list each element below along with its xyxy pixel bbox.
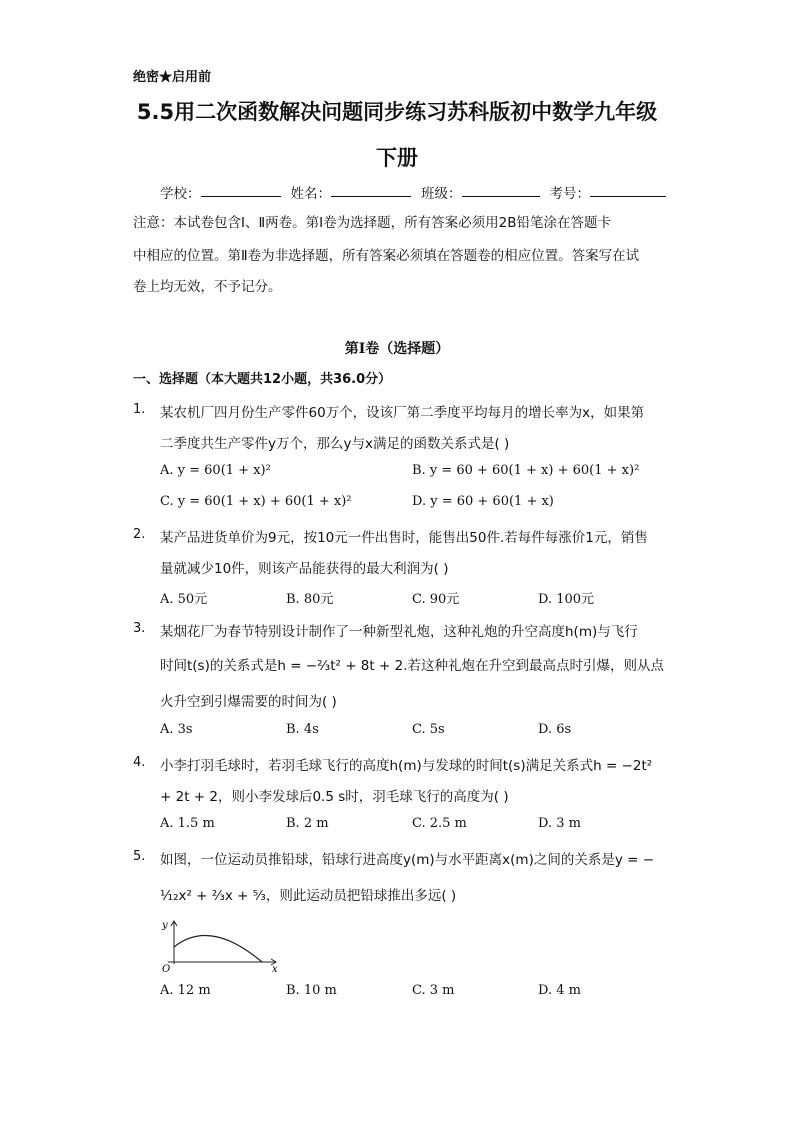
page-title-line2: 下册 bbox=[376, 146, 418, 170]
question-text-line: 某产品进货单价为9元，按10元一件出售时，能售出50件.若每件每涨价1元，销售 bbox=[160, 530, 648, 546]
trajectory-curve bbox=[174, 935, 262, 962]
page-title: 5.5用二次函数解决问题同步练习苏科版初中数学九年级 bbox=[136, 100, 658, 124]
option-d[interactable]: D. 4 m bbox=[538, 983, 581, 998]
question-text-line: 量就减少10件，则该产品能获得的最大利润为( ) bbox=[160, 561, 449, 577]
option-b[interactable]: B. 2 m bbox=[286, 816, 329, 831]
exam-no-field[interactable] bbox=[590, 182, 666, 197]
question-number: 5. bbox=[133, 849, 146, 864]
question-number: 3. bbox=[133, 621, 146, 636]
y-axis-label: y bbox=[162, 920, 168, 931]
option-b[interactable]: B. y = 60 + 60(1 + x) + 60(1 + x)² bbox=[412, 463, 640, 478]
name-label: 姓名： bbox=[290, 186, 331, 202]
question-text-line: 小李打羽毛球时，若羽毛球飞行的高度h(m)与发球的时间t(s)满足关系式h = −2t² bbox=[160, 758, 653, 774]
option-a[interactable]: A. y = 60(1 + x)² bbox=[160, 463, 271, 478]
option-c[interactable]: C. 5s bbox=[412, 722, 445, 737]
option-c[interactable]: C. 2.5 m bbox=[412, 816, 467, 831]
question-text-line: 某烟花厂为春节特别设计制作了一种新型礼炮，这种礼炮的升空高度h(m)与飞行 bbox=[160, 624, 638, 640]
option-d[interactable]: D. y = 60 + 60(1 + x) bbox=[412, 494, 554, 509]
option-b[interactable]: B. 80元 bbox=[286, 592, 334, 607]
student-info-row bbox=[160, 182, 676, 202]
option-c[interactable]: C. 90元 bbox=[412, 592, 460, 607]
question-text-line: 二季度共生产零件y万个，那么y与x满足的函数关系式是( ) bbox=[160, 436, 510, 452]
exam-no-label: 考号： bbox=[549, 186, 590, 202]
x-axis-label: x bbox=[272, 964, 278, 974]
option-d[interactable]: D. 6s bbox=[538, 722, 572, 737]
question-text-line: 某农机厂四月份生产零件60万个，设该厂第二季度平均每月的增长率为x，如果第 bbox=[160, 405, 645, 421]
origin-label: O bbox=[162, 964, 171, 974]
part-title: 第Ⅰ卷（选择题） bbox=[344, 341, 450, 357]
option-b[interactable]: B. 10 m bbox=[286, 983, 337, 998]
school-field[interactable] bbox=[201, 182, 281, 197]
question-text-line: 如图，一位运动员推铅球，铅球行进高度y(m)与水平距离x(m)之间的关系是y = − bbox=[160, 852, 655, 868]
option-c[interactable]: C. 3 m bbox=[412, 983, 455, 998]
notice-line-2: 中相应的位置。第Ⅱ卷为非选择题，所有答案必须填在答题卷的相应位置。答案写在试 bbox=[133, 248, 640, 264]
option-a[interactable]: A. 1.5 m bbox=[160, 816, 215, 831]
section-title: 一、选择题（本大题共12小题，共36.0分） bbox=[133, 372, 392, 387]
option-d[interactable]: D. 3 m bbox=[538, 816, 581, 831]
secret-label: 绝密★启用前 bbox=[133, 70, 212, 85]
question-text-line: + 2t + 2，则小李发球后0.5 s时，羽毛球飞行的高度为( ) bbox=[160, 789, 509, 805]
question-number: 4. bbox=[133, 755, 146, 770]
option-a[interactable]: A. 12 m bbox=[160, 983, 211, 998]
notice-line-1: 注意：本试卷包含Ⅰ、Ⅱ两卷。第Ⅰ卷为选择题，所有答案必须用2B铅笔涂在答题卡 bbox=[133, 215, 611, 231]
class-label: 班级： bbox=[421, 186, 462, 202]
option-c[interactable]: C. y = 60(1 + x) + 60(1 + x)² bbox=[160, 494, 352, 509]
class-field[interactable] bbox=[462, 182, 540, 197]
option-a[interactable]: A. 50元 bbox=[160, 592, 208, 607]
question-text-line: ¹⁄₁₂x² + ⅔x + ⁵⁄₃，则此运动员把铅球推出多远( ) bbox=[160, 888, 457, 904]
option-b[interactable]: B. 4s bbox=[286, 722, 319, 737]
question-text-line: 时间t(s)的关系式是h = −⅔t² + 8t + 2.若这种礼炮在升空到最高点时引爆，则从点 bbox=[160, 658, 664, 674]
option-d[interactable]: D. 100元 bbox=[538, 592, 595, 607]
shotput-figure bbox=[158, 918, 288, 974]
school-label: 学校： bbox=[160, 186, 201, 202]
option-a[interactable]: A. 3s bbox=[160, 722, 193, 737]
notice-line-3: 卷上均无效，不予记分。 bbox=[133, 279, 282, 295]
question-text-line: 火升空到引爆需要的时间为( ) bbox=[160, 694, 337, 710]
name-field[interactable] bbox=[331, 182, 411, 197]
question-number: 1. bbox=[133, 402, 146, 417]
question-number: 2. bbox=[133, 527, 146, 542]
